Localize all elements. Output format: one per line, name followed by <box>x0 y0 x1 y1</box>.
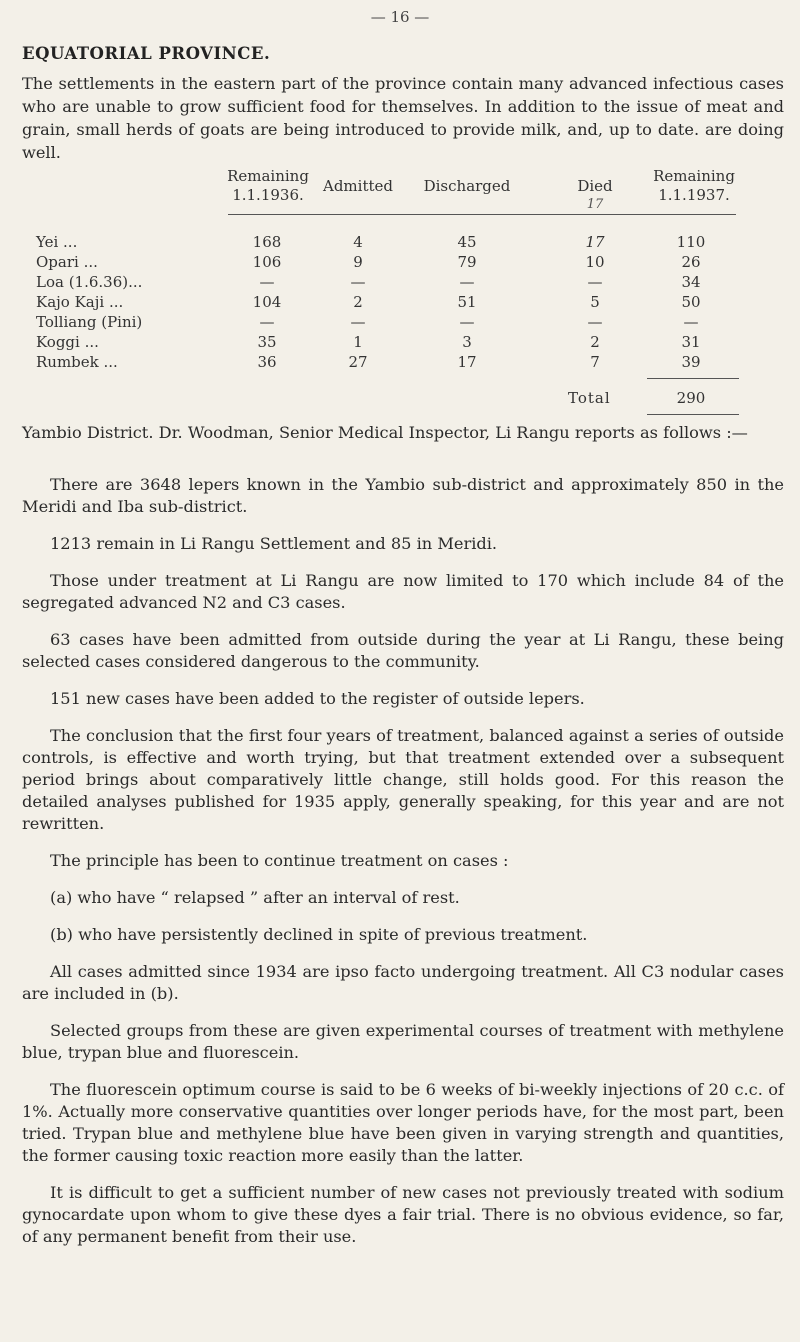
cell: 27 <box>348 353 368 371</box>
cell: 106 <box>252 253 282 271</box>
paragraph: The conclusion that the first four years of treatment, balanced against a series of outside controls, is effective and worth trying, but that treatment extended over a subsequent period brings about comparatively little change, still holds good. For this reason the detailed analyses published for 1935 apply, generally speaking, for this year and are not rewritten. <box>22 726 784 833</box>
row-name: Rumbek ... <box>36 353 118 371</box>
paragraph: All cases admitted since 1934 are ipso facto undergoing treatment. All C3 nodular cases are included in (b). <box>22 962 784 1003</box>
row-name: Opari ... <box>36 253 98 271</box>
cell: 7 <box>590 353 600 371</box>
section-heading: EQUATORIAL PROVINCE. <box>22 44 271 63</box>
header-discharged: Discharged <box>423 177 511 195</box>
died-handwritten-annotation: 17 <box>586 197 604 212</box>
cell: — <box>587 273 603 291</box>
header-rule <box>228 214 736 215</box>
cell: 9 <box>353 253 363 271</box>
cell: 2 <box>353 293 363 311</box>
row-name: Yei ... <box>36 233 78 251</box>
cell: 104 <box>252 293 282 311</box>
row-name: Loa (1.6.36)... <box>36 273 143 291</box>
list-item: (b) who have persistently declined in spite of previous treatment. <box>50 925 588 944</box>
cell: 39 <box>681 353 701 371</box>
cell: 50 <box>681 293 701 311</box>
cell: — <box>459 273 475 291</box>
cell: 31 <box>681 333 701 351</box>
cell-corrected: 17 <box>585 233 605 251</box>
cell: 3 <box>462 333 472 351</box>
cell: 35 <box>257 333 277 351</box>
cell: — <box>259 273 275 291</box>
paragraph: The principle has been to continue treatment on cases : <box>50 851 509 870</box>
cell: — <box>350 313 366 331</box>
cell: — <box>259 313 275 331</box>
header-remaining-1936: Remaining 1.1.1936. <box>227 167 309 204</box>
cell: — <box>350 273 366 291</box>
paragraph: 151 new cases have been added to the register of outside lepers. <box>50 689 585 708</box>
row-name: Koggi ... <box>36 333 99 351</box>
paragraph: Selected groups from these are given experimental courses of treatment with methylene blue, trypan blue and fluorescein. <box>22 1021 784 1062</box>
cell: 168 <box>252 233 282 251</box>
cell: — <box>683 313 699 331</box>
header-admitted: Admitted <box>323 177 393 195</box>
total-rule-bottom <box>647 414 739 415</box>
paragraph: 1213 remain in Li Rangu Settlement and 85 in Meridi. <box>50 534 498 553</box>
cell: 79 <box>457 253 477 271</box>
intro-paragraph: The settlements in the eastern part of the province contain many advanced infectious cases who are unable to grow sufficient food for themselves. In addition to the issue of meat and grain, small herds of goats are being introduced to provide milk, and, up to date. are doing well. <box>22 74 784 162</box>
header-remaining-1937: Remaining 1.1.1937. <box>653 167 735 204</box>
cell: 110 <box>676 233 706 251</box>
cell: 17 <box>457 353 477 371</box>
cell: 10 <box>585 253 605 271</box>
list-item: (a) who have “ relapsed ” after an interval of rest. <box>50 888 460 907</box>
paragraph: 63 cases have been admitted from outside during the year at Li Rangu, these being selected cases considered dangerous to the community. <box>22 630 784 671</box>
body-text <box>22 474 784 1263</box>
cell: — <box>459 313 475 331</box>
header-died: Died <box>577 177 613 195</box>
cell: 26 <box>681 253 701 271</box>
row-name: Tolliang (Pini) <box>36 313 143 331</box>
cell: — <box>587 313 603 331</box>
cell: 45 <box>457 233 477 251</box>
paragraph: It is difficult to get a sufficient number of new cases not previously treated with sodium gynocardate upon whom to give these dyes a fair trial. There is no obvious evidence, so far, of any permanent benefit from their use. <box>22 1183 784 1246</box>
paragraph: Those under treatment at Li Rangu are now limited to 170 which include 84 of the segregated advanced N2 and C3 cases. <box>22 571 784 612</box>
page-number: — 16 — <box>370 8 430 26</box>
yambio-paragraph: Yambio District. Dr. Woodman, Senior Medical Inspector, Li Rangu reports as follows :— <box>22 423 748 442</box>
cell: 51 <box>457 293 477 311</box>
cell: 2 <box>590 333 600 351</box>
cell: 36 <box>257 353 277 371</box>
total-label: Total <box>568 389 611 407</box>
cell: 1 <box>353 333 363 351</box>
cell: 34 <box>681 273 701 291</box>
paragraph: The fluorescein optimum course is said to be 6 weeks of bi-weekly injections of 20 c.c. of 1%. Actually more conservative quantities over longer periods have, for the most part, been tried. Trypan blue and methylene blue have been given in varying strength and quantities, the former causing toxic reaction more easily than the latter. <box>22 1080 784 1165</box>
row-name: Kajo Kaji ... <box>36 293 124 311</box>
total-value: 290 <box>676 389 706 407</box>
cell: 5 <box>590 293 600 311</box>
total-rule-top <box>647 378 739 379</box>
paragraph: There are 3648 lepers known in the Yambio sub-district and approximately 850 in the Meridi and Iba sub-district. <box>22 475 784 516</box>
cell: 4 <box>353 233 363 251</box>
